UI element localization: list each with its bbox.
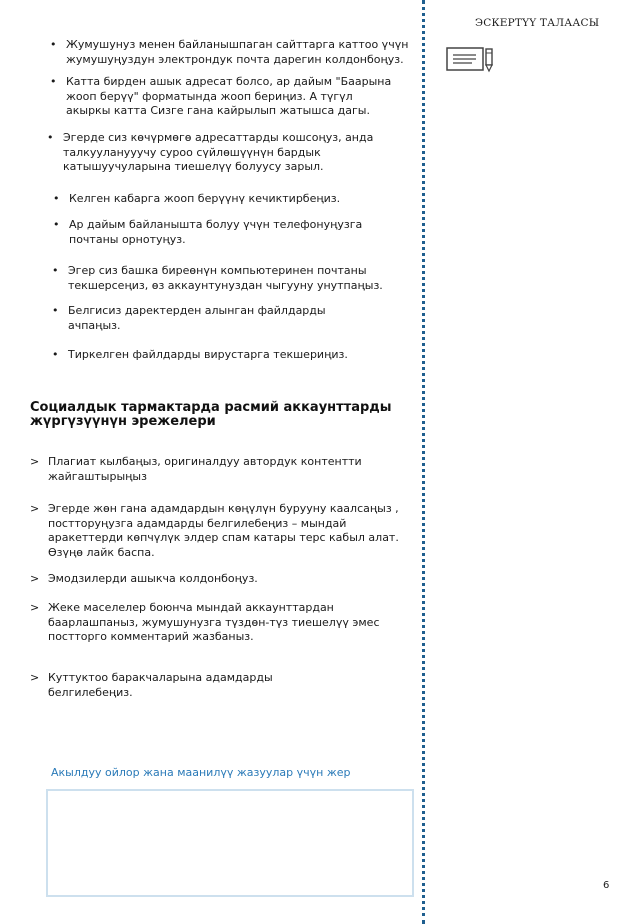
bullet-dot-icon: • [47,131,54,144]
rule-item: > Куттуктоо баракчаларына адамдарды белгилебеңиз. [30,671,273,699]
notes-box[interactable] [46,789,414,897]
arrow-right-icon: > [30,502,40,515]
notes-label: Акылдуу ойлор жана маанилүү жазуулар үчүн жер [51,766,351,779]
bullet-dot-icon: • [52,264,59,277]
rule-item: > Эмодзилерди ашыкча колдонбоңуз. [30,572,258,585]
rule-item: > Плагиат кылбаңыз, оригиналдуу автордук контентти жайгаштырыңыз [30,455,362,483]
bullet-item: • Келген кабарга жооп берүүнү кечиктирбеңиз. [53,192,341,205]
bullet-dot-icon: • [53,218,60,231]
bullet-dot-icon: • [50,38,57,51]
rule-item: > Жеке маселелер боюнча мындай аккаунттардан баарлашпаныз, жумушунузга түздөн-түз тиешелүү эмес постторго комментарий жазбаныз. [30,601,380,643]
page-divider [422,0,425,924]
bullet-item: • Эгер сиз башка биреөнүн компьютеринен почтаны текшерсеңиз, өз аккаунтунуздан чыгууну унутпаңыз. [52,264,383,292]
arrow-right-icon: > [30,671,40,684]
bullet-item: • Ар дайым байланышта болуу үчүн телефонуңузга почтаны орнотуңуз. [53,218,363,246]
arrow-right-icon: > [30,455,40,468]
arrow-right-icon: > [30,601,40,614]
section-heading: Социалдык тармактарда расмий аккаунттарды жүргүзүүнүн эрежелери [30,400,392,429]
bullet-dot-icon: • [52,348,59,361]
bullet-item: • Белгисиз даректерден алынган файлдарды ачпаңыз. [52,304,326,332]
rule-item: > Эгерде жөн гана адамдардын көңүлүн бурууну каалсаңыз , постторуңузга адамдарды белгилебеңиз – мындай аракеттерди көпчүлүк элдер спам катары терс кабыл алат. Өзүңө лайк баспа. [30,502,399,559]
bullet-dot-icon: • [53,192,60,205]
bullet-dot-icon: • [52,304,59,317]
bullet-dot-icon: • [50,75,57,88]
bullet-item: • Жумушунуз менен байланышпаган сайттарга каттоо үчүн жумушуңуздун электрондук почта дарегин колдонбоңуз. [50,38,409,66]
page-number: 6 [603,880,610,891]
note-pen-icon [446,46,498,78]
bullet-item: • Эгерде сиз көчүрмөгө адресаттарды кошсоңуз, анда талкууланууучу суроо сүйлөшүүнүн бардык катышуучуларына тиешелүү болуусу зарыл. [47,131,374,173]
sidebar-title: ЭСКЕРТҮҮ ТАЛААСЫ [475,17,600,29]
arrow-right-icon: > [30,572,40,585]
bullet-item: • Тиркелген файлдарды вирустарга текшериңиз. [52,348,348,361]
bullet-item: • Катта бирден ашык адресат болсо, ар дайым "Баарына жооп берүү" форматында жооп бериңиз. А түгүл акыркы катта Сизге гана кайрылып жатышса дагы. [50,75,392,117]
